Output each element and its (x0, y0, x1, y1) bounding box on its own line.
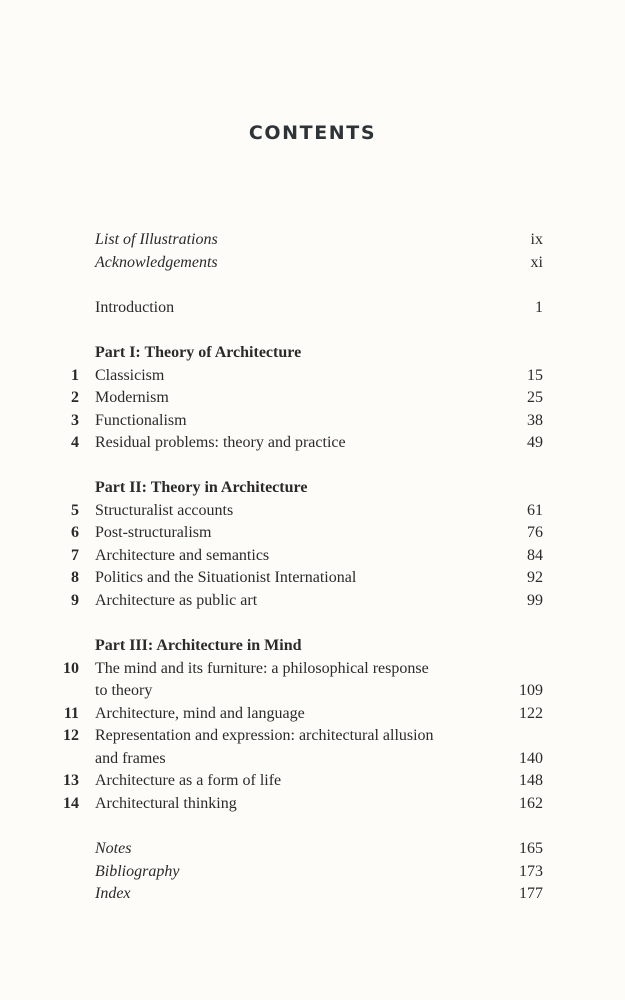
toc-entry (0, 838, 625, 861)
toc-entry (0, 500, 625, 523)
toc-page-number: 84 (527, 547, 543, 564)
toc-entry (0, 229, 625, 252)
toc-entry-title: Notes (95, 840, 132, 857)
toc-entry-title: to theory (95, 682, 153, 699)
toc-entry-title: Part II: Theory in Architecture (95, 479, 308, 496)
toc-entry-title: Representation and expression: architectural allusion (95, 727, 434, 744)
toc-entry (0, 748, 625, 771)
toc-chapter-number: 4 (71, 434, 79, 451)
toc-entry-title: Part III: Architecture in Mind (95, 637, 302, 654)
toc-entry-title: Functionalism (95, 412, 187, 429)
toc-entry-title: Classicism (95, 367, 165, 384)
toc-entry-title: Modernism (95, 389, 169, 406)
toc-chapter-number: 1 (71, 367, 79, 384)
toc-page-number: 25 (527, 389, 543, 406)
toc-entry-title: Index (95, 885, 131, 902)
toc-page-number: 15 (527, 367, 543, 384)
toc-entry-title: Architecture and semantics (95, 547, 270, 564)
toc-entry (0, 365, 625, 388)
toc-entry (0, 297, 625, 320)
toc-entry-title: and frames (95, 750, 166, 767)
toc-entry-title: Architecture as public art (95, 592, 258, 609)
toc-entry-title: Architecture, mind and language (95, 705, 305, 722)
toc-entry (0, 567, 625, 590)
toc-page-number: 99 (527, 592, 543, 609)
toc-chapter-number: 13 (63, 772, 79, 789)
toc-page-number: xi (530, 254, 543, 271)
toc-entry (0, 680, 625, 703)
toc-page-number: 140 (519, 750, 543, 767)
toc-chapter-number: 2 (71, 389, 79, 406)
toc-entry (0, 883, 625, 906)
toc-entry (0, 252, 625, 275)
toc-chapter-number: 7 (71, 547, 79, 564)
toc-page-number: 162 (519, 795, 543, 812)
toc-chapter-number: 10 (63, 660, 79, 677)
toc-entry-title: Part I: Theory of Architecture (95, 344, 302, 361)
toc-page-number: 1 (535, 299, 543, 316)
toc-page-number: 49 (527, 434, 543, 451)
toc-entry (0, 725, 625, 748)
toc-entry (0, 522, 625, 545)
toc-page-number: 173 (519, 863, 543, 880)
toc-entry-title: Bibliography (95, 863, 180, 880)
toc-entry (0, 387, 625, 410)
toc-page-number: 165 (519, 840, 543, 857)
toc-page-number: 177 (519, 885, 543, 902)
page-title: CONTENTS (248, 122, 377, 144)
toc-entry (0, 703, 625, 726)
toc-page-number: 38 (527, 412, 543, 429)
toc-entry-title: Residual problems: theory and practice (95, 434, 346, 451)
toc-entry (0, 590, 625, 613)
toc-entry (0, 410, 625, 433)
toc-part-heading (0, 635, 625, 658)
toc-entry (0, 770, 625, 793)
toc-entry-title: List of Illustrations (95, 231, 218, 248)
toc-part-heading (0, 477, 625, 500)
toc-entry (0, 545, 625, 568)
toc-entry-title: Structuralist accounts (95, 502, 234, 519)
toc-entry (0, 861, 625, 884)
toc-chapter-number: 8 (71, 569, 79, 586)
toc-page-number: 148 (519, 772, 543, 789)
toc-entry-title: Introduction (95, 299, 175, 316)
toc-chapter-number: 11 (63, 705, 79, 722)
toc-entry-title: Politics and the Situationist International (95, 569, 357, 586)
toc-entry-title: Architecture as a form of life (95, 772, 282, 789)
toc-chapter-number: 14 (63, 795, 79, 812)
toc-part-heading (0, 342, 625, 365)
toc-chapter-number: 9 (71, 592, 79, 609)
toc-entry-title: Architectural thinking (95, 795, 237, 812)
toc-entry (0, 793, 625, 816)
toc-entry (0, 432, 625, 455)
toc-chapter-number: 6 (71, 524, 79, 541)
toc-chapter-number: 12 (63, 727, 79, 744)
toc-page-number: 76 (527, 524, 543, 541)
toc-page-number: ix (530, 231, 543, 248)
toc-chapter-number: 5 (71, 502, 79, 519)
toc-entry-title: Post-structuralism (95, 524, 212, 541)
toc-chapter-number: 3 (71, 412, 79, 429)
toc-page-number: 122 (519, 705, 543, 722)
toc-page-number: 61 (527, 502, 543, 519)
toc-entry-title: Acknowledgements (95, 254, 218, 271)
toc-page-number: 92 (527, 569, 543, 586)
toc-page-number: 109 (519, 682, 543, 699)
toc-entry-title: The mind and its furniture: a philosophical response (95, 660, 429, 677)
toc-entry (0, 658, 625, 681)
